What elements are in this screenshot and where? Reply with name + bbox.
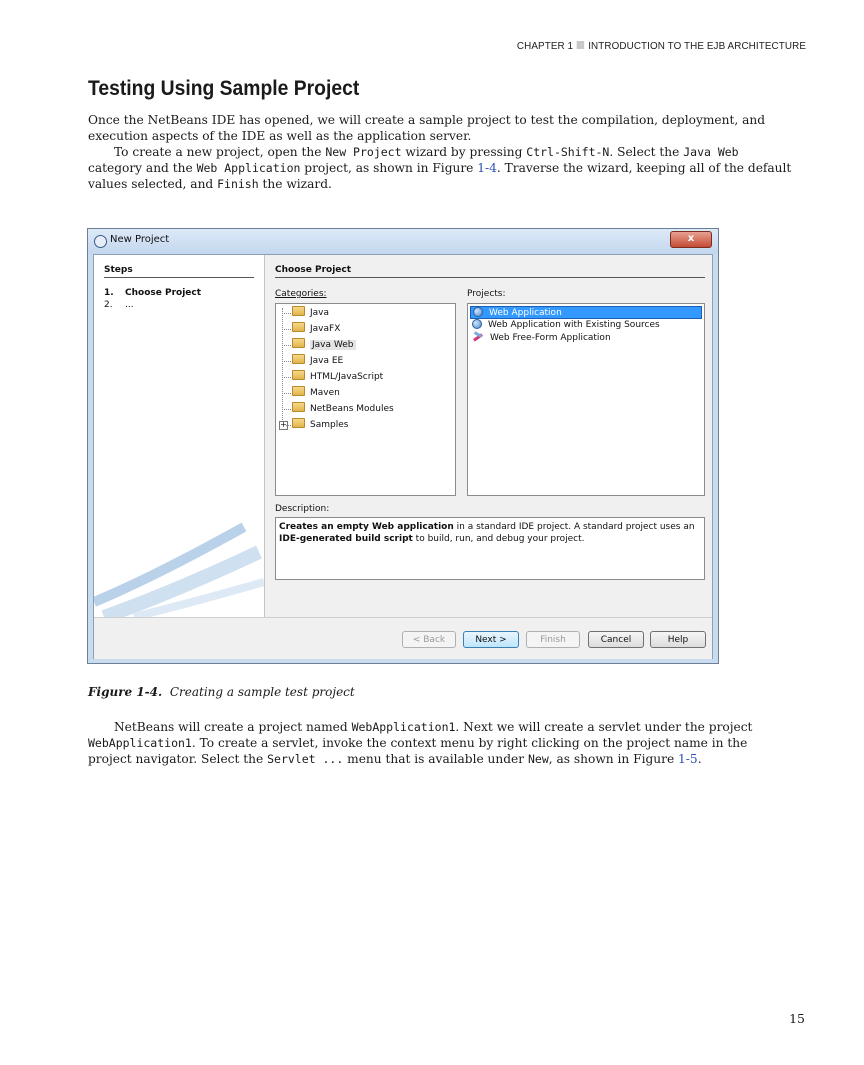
project-item-label: Web Application with Existing Sources	[488, 320, 660, 330]
tree-item-label: Java	[310, 308, 330, 318]
tree-item-java-ee[interactable]	[292, 354, 343, 368]
description-bold: Creates an empty Web application	[279, 522, 454, 532]
description-label-text: Description:	[275, 504, 330, 514]
folder-icon	[292, 370, 305, 380]
paragraph-sentence: Once the NetBeans IDE has opened, we will create a sample project to test the compilation, deployment, and execution aspects of the IDE as well as the application server.	[88, 113, 766, 143]
categories-label-text: Categories:	[275, 289, 327, 299]
text-run: . Next we will create a servlet under the project	[455, 720, 753, 734]
separator-square-icon	[577, 41, 585, 49]
step-label: ...	[125, 300, 134, 310]
categories-tree[interactable]	[275, 303, 456, 496]
netbeans-icon	[94, 235, 107, 248]
project-item-existing-sources[interactable]	[470, 319, 702, 332]
back-button[interactable]: < Back	[402, 631, 456, 648]
decorative-swirl-graphic	[94, 507, 264, 617]
finish-button[interactable]: Finish	[526, 631, 580, 648]
dialog-body	[93, 254, 713, 659]
expand-plus-icon[interactable]: +	[280, 420, 287, 429]
text-run: menu that is available under	[343, 752, 528, 766]
code-webapplication1: WebApplication1	[88, 736, 192, 750]
button-bar	[94, 617, 712, 659]
help-button[interactable]: Help	[650, 631, 706, 648]
figure-label: Figure 1-4.	[88, 685, 163, 699]
section-title: Testing Using Sample Project	[88, 77, 360, 100]
description-bold: IDE-generated build script	[279, 534, 413, 544]
tree-item-java-web[interactable]	[292, 338, 356, 352]
globe-icon	[472, 319, 482, 329]
steps-panel	[94, 255, 265, 617]
description-box	[275, 517, 705, 580]
folder-icon	[292, 338, 305, 348]
dialog-title: New Project	[110, 234, 170, 245]
code-java-web: Java Web	[683, 145, 739, 159]
text-run: , as shown in Figure	[548, 752, 679, 766]
tree-item-html-javascript[interactable]	[292, 370, 383, 384]
text-run: the wizard.	[258, 177, 332, 191]
text-run: category and the	[88, 161, 197, 175]
globe-icon	[473, 307, 483, 317]
tree-item-java[interactable]	[292, 306, 329, 320]
projects-label-text: Projects:	[467, 289, 506, 299]
description-text: in a standard IDE project. A standard project uses an	[453, 522, 695, 532]
text-run: . Traverse the wizard, keeping all of the default values selected, and	[88, 161, 792, 191]
figure-link[interactable]: 1-5	[678, 752, 698, 766]
figure-link[interactable]: 1-4	[477, 161, 497, 175]
running-head	[48, 40, 806, 52]
text-run: . To create a servlet, invoke the context menu by right clicking on the project name in the project navigator. Select the	[88, 736, 748, 766]
paragraph-instructions	[88, 144, 794, 192]
running-head-chapter: CHAPTER 1	[516, 40, 574, 52]
close-button[interactable]: x	[670, 231, 712, 248]
figure-caption	[88, 685, 355, 699]
project-item-label: Web Free-Form Application	[490, 333, 611, 343]
text-run: wizard by pressing	[401, 145, 527, 159]
page-number: 15	[789, 1011, 805, 1026]
project-item-web-application[interactable]	[470, 306, 702, 319]
project-item-label: Web Application	[489, 308, 562, 318]
steps-heading: Steps	[104, 265, 254, 278]
folder-icon	[292, 306, 305, 316]
step-number: 1.	[104, 288, 114, 298]
text-run: . Select the	[609, 145, 684, 159]
tree-item-label: Java Web	[312, 340, 354, 350]
text-run: project, as shown in Figure	[300, 161, 478, 175]
tree-item-label: Samples	[310, 420, 349, 430]
code-new-project: New Project	[325, 145, 402, 159]
paragraph-servlet-text	[88, 719, 794, 767]
folder-icon	[292, 402, 305, 412]
step-item	[104, 288, 201, 298]
description-text: to build, run, and debug your project.	[412, 534, 585, 544]
projects-label	[467, 289, 506, 299]
cancel-button[interactable]: Cancel	[588, 631, 644, 648]
code-servlet: Servlet ...	[267, 752, 344, 766]
running-head-title: INTRODUCTION TO THE EJB ARCHITECTURE	[588, 40, 806, 52]
tree-item-samples[interactable]	[280, 418, 349, 432]
folder-icon	[292, 322, 305, 332]
text-run: .	[697, 752, 702, 766]
project-item-free-form[interactable]	[470, 332, 702, 345]
folder-icon	[292, 386, 305, 396]
code-web-application: Web Application	[196, 161, 301, 175]
figure-caption-text: Creating a sample test project	[169, 685, 355, 699]
description-label	[275, 504, 329, 514]
paragraph-intro	[88, 112, 794, 192]
tree-item-label: Maven	[310, 388, 340, 398]
folder-icon	[292, 354, 305, 364]
next-button[interactable]: Next >	[463, 631, 519, 648]
tree-item-label: HTML/JavaScript	[310, 372, 384, 382]
folder-icon	[292, 418, 305, 428]
step-number: 2.	[104, 300, 113, 310]
tree-item-javafx[interactable]	[292, 322, 340, 336]
categories-label	[275, 289, 327, 299]
text-run: To create a new project, open the	[114, 145, 326, 159]
paragraph-servlet	[88, 719, 794, 767]
code-finish: Finish	[217, 177, 259, 191]
text-run: NetBeans will create a project named	[114, 720, 352, 734]
step-item	[104, 300, 134, 310]
new-project-dialog	[87, 228, 719, 664]
code-webapplication1: WebApplication1	[351, 720, 456, 734]
code-shortcut: Ctrl-Shift-N	[526, 145, 610, 159]
projects-list[interactable]	[467, 303, 705, 496]
code-new: New	[527, 752, 549, 766]
free-form-project-icon	[472, 332, 484, 342]
tree-item-label: NetBeans Modules	[310, 404, 394, 414]
tree-item-label: JavaFX	[310, 324, 341, 334]
step-label: Choose Project	[125, 288, 202, 298]
tree-item-maven[interactable]	[292, 386, 340, 400]
panel-heading: Choose Project	[275, 265, 705, 278]
tree-item-label: Java EE	[310, 356, 344, 366]
dialog-title-bar	[88, 229, 718, 254]
tree-item-netbeans-modules[interactable]	[292, 402, 394, 416]
